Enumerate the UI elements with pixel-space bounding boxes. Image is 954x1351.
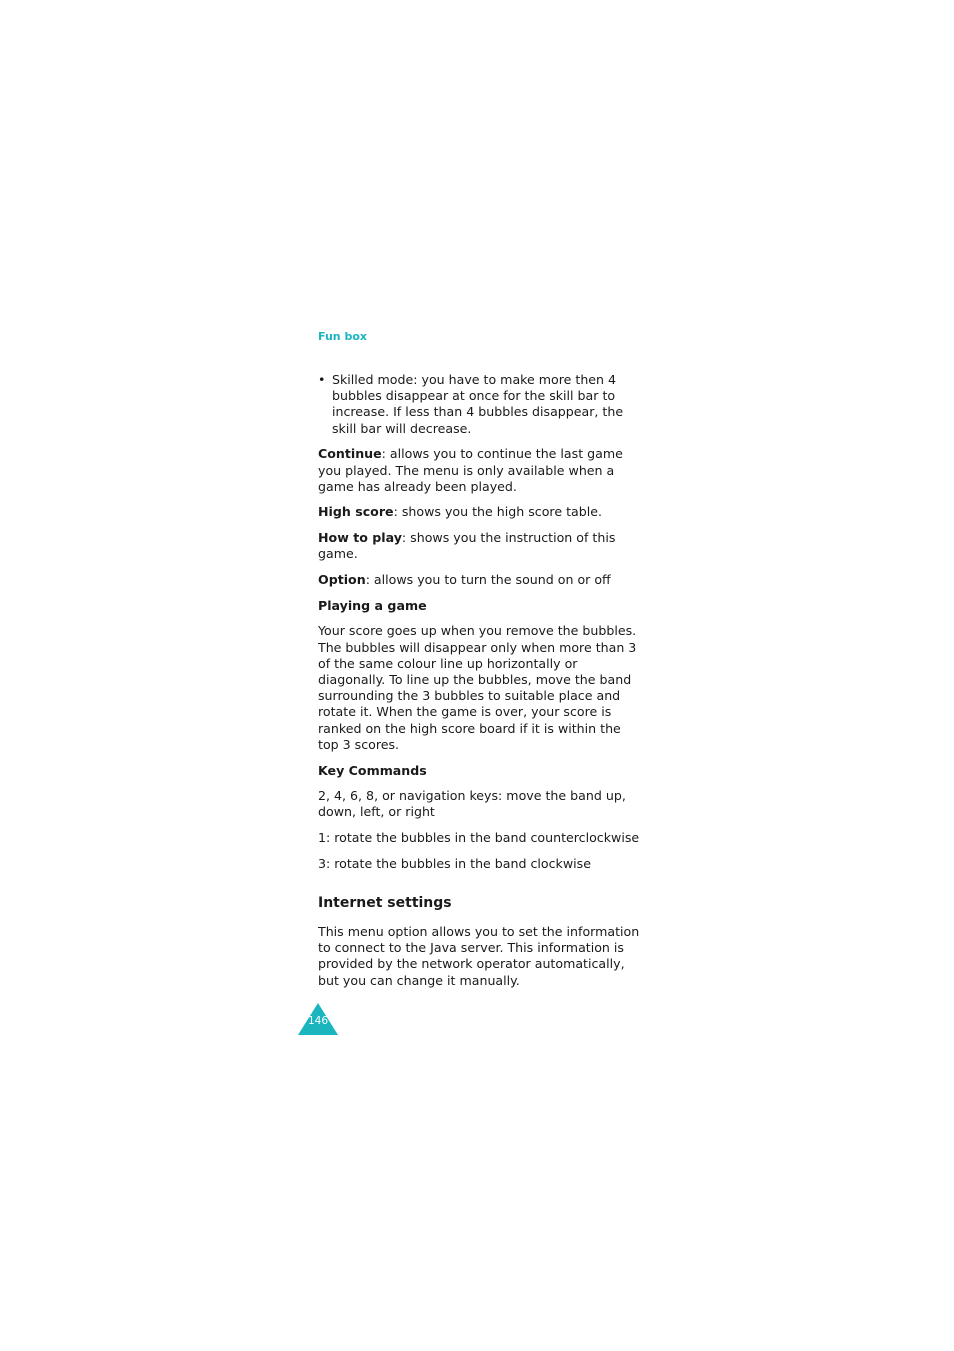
playing-body: Your score goes up when you remove the bubbles. The bubbles will disappear only when more than 3 of the same colour line up horizontally or diagonally. To line up the bubbles, move the band surrounding the 3 bubbles to suitable place and rotate it. When the game is over, your score is ranked on the high score board if it is within the top 3 scores. xyxy=(318,623,637,752)
key-command: 3: rotate the bubbles in the band clockwise xyxy=(318,855,591,871)
description: : allows you to turn the sound on or off xyxy=(365,572,611,588)
description: : shows you the high score table. xyxy=(393,504,602,520)
internet-heading: Internet settings xyxy=(318,895,452,912)
term: Option xyxy=(318,572,366,588)
menu-item-how-to-play xyxy=(318,530,640,562)
menu-item-option xyxy=(318,572,640,588)
bullet-item xyxy=(318,372,640,437)
bullet-icon: • xyxy=(318,372,326,387)
page-content xyxy=(318,372,640,998)
key-command: 1: rotate the bubbles in the band counterclockwise xyxy=(318,830,640,846)
menu-item-continue xyxy=(318,446,640,495)
playing-heading: Playing a game xyxy=(318,597,427,613)
term: High score xyxy=(318,504,394,520)
description: : shows you the instruction of this game. xyxy=(318,530,616,562)
keys-heading: Key Commands xyxy=(318,762,427,778)
description: : allows you to continue the last game you played. The menu is only available when a game has already been played. xyxy=(318,446,623,494)
bullet-text: Skilled mode: you have to make more then 4 bubbles disappear at once for the skill bar to increase. If less than 4 bubbles disappear, the skill bar will decrease. xyxy=(332,372,624,436)
page-number: 146 xyxy=(307,1015,329,1027)
internet-body: This menu option allows you to set the information to connect to the Java server. This information is provided by the network operator automatically, but you can change it manually. xyxy=(318,924,640,988)
term: How to play xyxy=(318,530,402,546)
key-command: 2, 4, 6, 8, or navigation keys: move the band up, down, left, or right xyxy=(318,788,626,820)
term: Continue xyxy=(318,446,382,462)
section-header: Fun box xyxy=(318,330,367,343)
menu-item-high-score xyxy=(318,504,640,520)
